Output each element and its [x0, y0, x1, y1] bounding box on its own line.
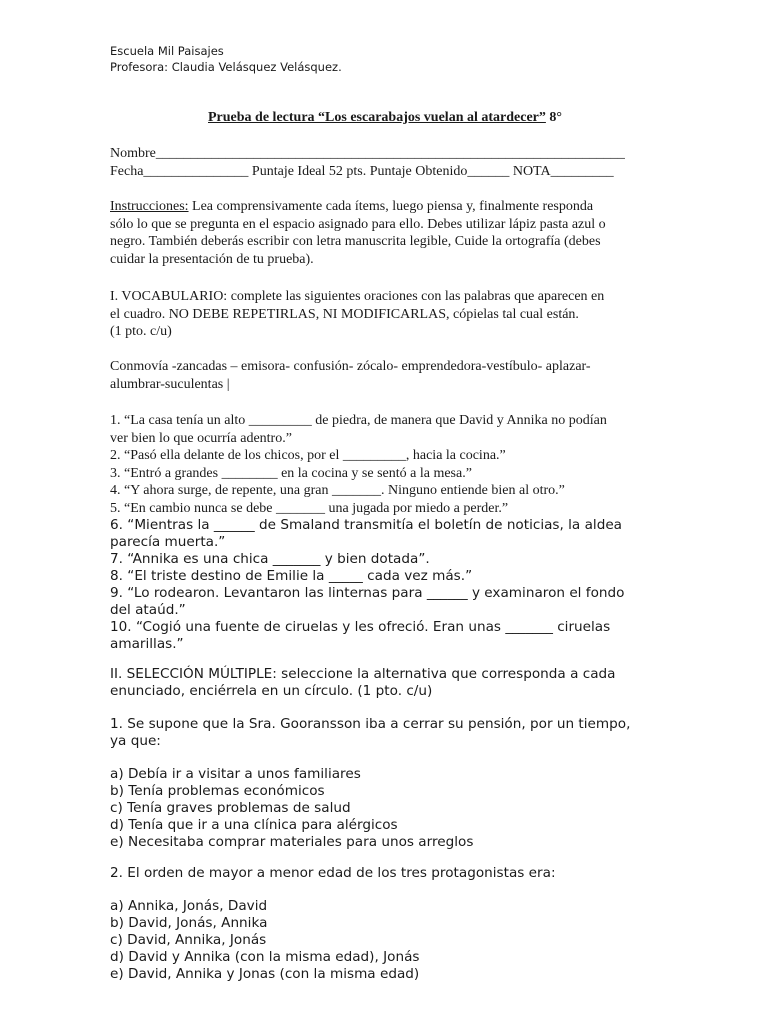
instructions-text-2: sólo lo que se pregunta en el espacio asignado para ello. Debes utilizar lápiz pasta azul o: [110, 216, 606, 232]
mc-option[interactable]: e) David, Annika y Jonas (con la misma edad): [110, 966, 420, 982]
mc-question-1-options: [110, 766, 660, 851]
word-list: [110, 358, 660, 393]
mc-option[interactable]: c) David, Annika, Jonás: [110, 932, 267, 948]
instructions-text-3: negro. También deberás escribir con letra manuscrita legible, Cuide la ortografía (debes: [110, 234, 601, 249]
vocab-question-10a: 10. “Cogió una fuente de ciruelas y les ofreció. Eran unas _______ ciruelas: [110, 619, 611, 635]
teacher-name: Profesora: Claudia Velásquez Velásquez.: [110, 60, 342, 74]
instructions-label: Instrucciones:: [110, 199, 189, 214]
vocabulary-instruction-2: el cuadro. NO DEBE REPETIRLAS, NI MODIFICARLAS, cópielas tal cual están.: [110, 306, 579, 322]
vocab-question-9b: del ataúd.”: [110, 602, 186, 618]
instructions-text-1: Lea comprensivamente cada ítems, luego piensa y, finalmente responda: [188, 199, 594, 214]
multiple-choice-instruction-1: II. SELECCIÓN MÚLTIPLE: seleccione la alternativa que corresponda a cada: [110, 666, 616, 682]
vocab-question-1a: 1. “La casa tenía un alto _________ de piedra, de manera que David y Annika no podían: [110, 413, 607, 428]
mc-question-2-options: [110, 898, 660, 983]
instructions: [110, 198, 660, 268]
mc-option[interactable]: b) Tenía problemas económicos: [110, 783, 325, 799]
mc-question-1: [110, 716, 660, 750]
vocab-question-6b: parecía muerta.”: [110, 534, 226, 550]
test-title-grade: 8°: [545, 110, 562, 125]
word-list-line-2: alumbrar-suculentas |: [110, 376, 230, 392]
test-title: [110, 110, 660, 126]
instructions-text-4: cuidar la presentación de tu prueba).: [110, 251, 314, 267]
name-line: Nombre___________________________________________________________________: [110, 146, 625, 161]
mc-question-2-text: 2. El orden de mayor a menor edad de los tres protagonistas era:: [110, 865, 556, 881]
section-vocabulary-heading: [110, 288, 660, 341]
multiple-choice-instruction-2: enunciado, enciérrela en un círculo. (1 pto. c/u): [110, 683, 433, 699]
vocab-question-2: 2. “Pasó ella delante de los chicos, por el _________, hacia la cocina.”: [110, 448, 506, 463]
mc-question-2: [110, 865, 660, 882]
vocab-question-4: 4. “Y ahora surge, de repente, una gran _______. Ninguno entiende bien al otro.”: [110, 483, 565, 498]
vocab-question-6a: 6. “Mientras la ______ de Smaland transmitía el boletín de noticias, la aldea: [110, 517, 623, 533]
vocab-question-7: 7. “Annika es una chica _______ y bien dotada”.: [110, 551, 430, 567]
student-fields: [110, 145, 660, 180]
mc-option[interactable]: a) Annika, Jonás, David: [110, 898, 268, 914]
vocab-question-1b: ver bien lo que ocurría adentro.”: [110, 430, 292, 446]
school-name: Escuela Mil Paisajes: [110, 44, 224, 58]
section-multiple-choice-heading: [110, 666, 660, 700]
document-header: [110, 43, 342, 75]
vocabulary-questions-sans: [110, 517, 660, 653]
mc-question-1-text-b: ya que:: [110, 733, 161, 749]
mc-option[interactable]: a) Debía ir a visitar a unos familiares: [110, 766, 361, 782]
vocabulary-instruction-1: I. VOCABULARIO: complete las siguientes oraciones con las palabras que aparecen en: [110, 289, 605, 304]
mc-option[interactable]: e) Necesitaba comprar materiales para unos arreglos: [110, 834, 474, 850]
vocab-question-8: 8. “El triste destino de Emilie la _____ cada vez más.”: [110, 568, 473, 584]
test-title-main: Prueba de lectura “Los escarabajos vuelan al atardecer”: [208, 110, 546, 125]
word-list-line-1: Conmovía -zancadas – emisora- confusión- zócalo- emprendedora-vestíbulo- aplazar-: [110, 359, 591, 374]
vocab-question-3: 3. “Entró a grandes ________ en la cocina y se sentó a la mesa.”: [110, 465, 472, 481]
mc-option[interactable]: b) David, Jonás, Annika: [110, 915, 268, 931]
vocabulary-questions-serif: [110, 412, 660, 517]
mc-option[interactable]: c) Tenía graves problemas de salud: [110, 800, 351, 816]
mc-option[interactable]: d) Tenía que ir a una clínica para alérgicos: [110, 817, 398, 833]
mc-question-1-text-a: 1. Se supone que la Sra. Gooransson iba a cerrar su pensión, por un tiempo,: [110, 716, 631, 732]
vocab-question-5: 5. “En cambio nunca se debe _______ una jugada por miedo a perder.”: [110, 500, 509, 516]
vocab-question-9a: 9. “Lo rodearon. Levantaron las linternas para ______ y examinaron el fondo: [110, 585, 625, 601]
date-score-line: Fecha_______________ Puntaje Ideal 52 pts. Puntaje Obtenido______ NOTA_________: [110, 163, 614, 179]
vocab-question-10b: amarillas.”: [110, 636, 184, 652]
mc-option[interactable]: d) David y Annika (con la misma edad), Jonás: [110, 949, 420, 965]
vocabulary-instruction-3: (1 pto. c/u): [110, 324, 172, 339]
